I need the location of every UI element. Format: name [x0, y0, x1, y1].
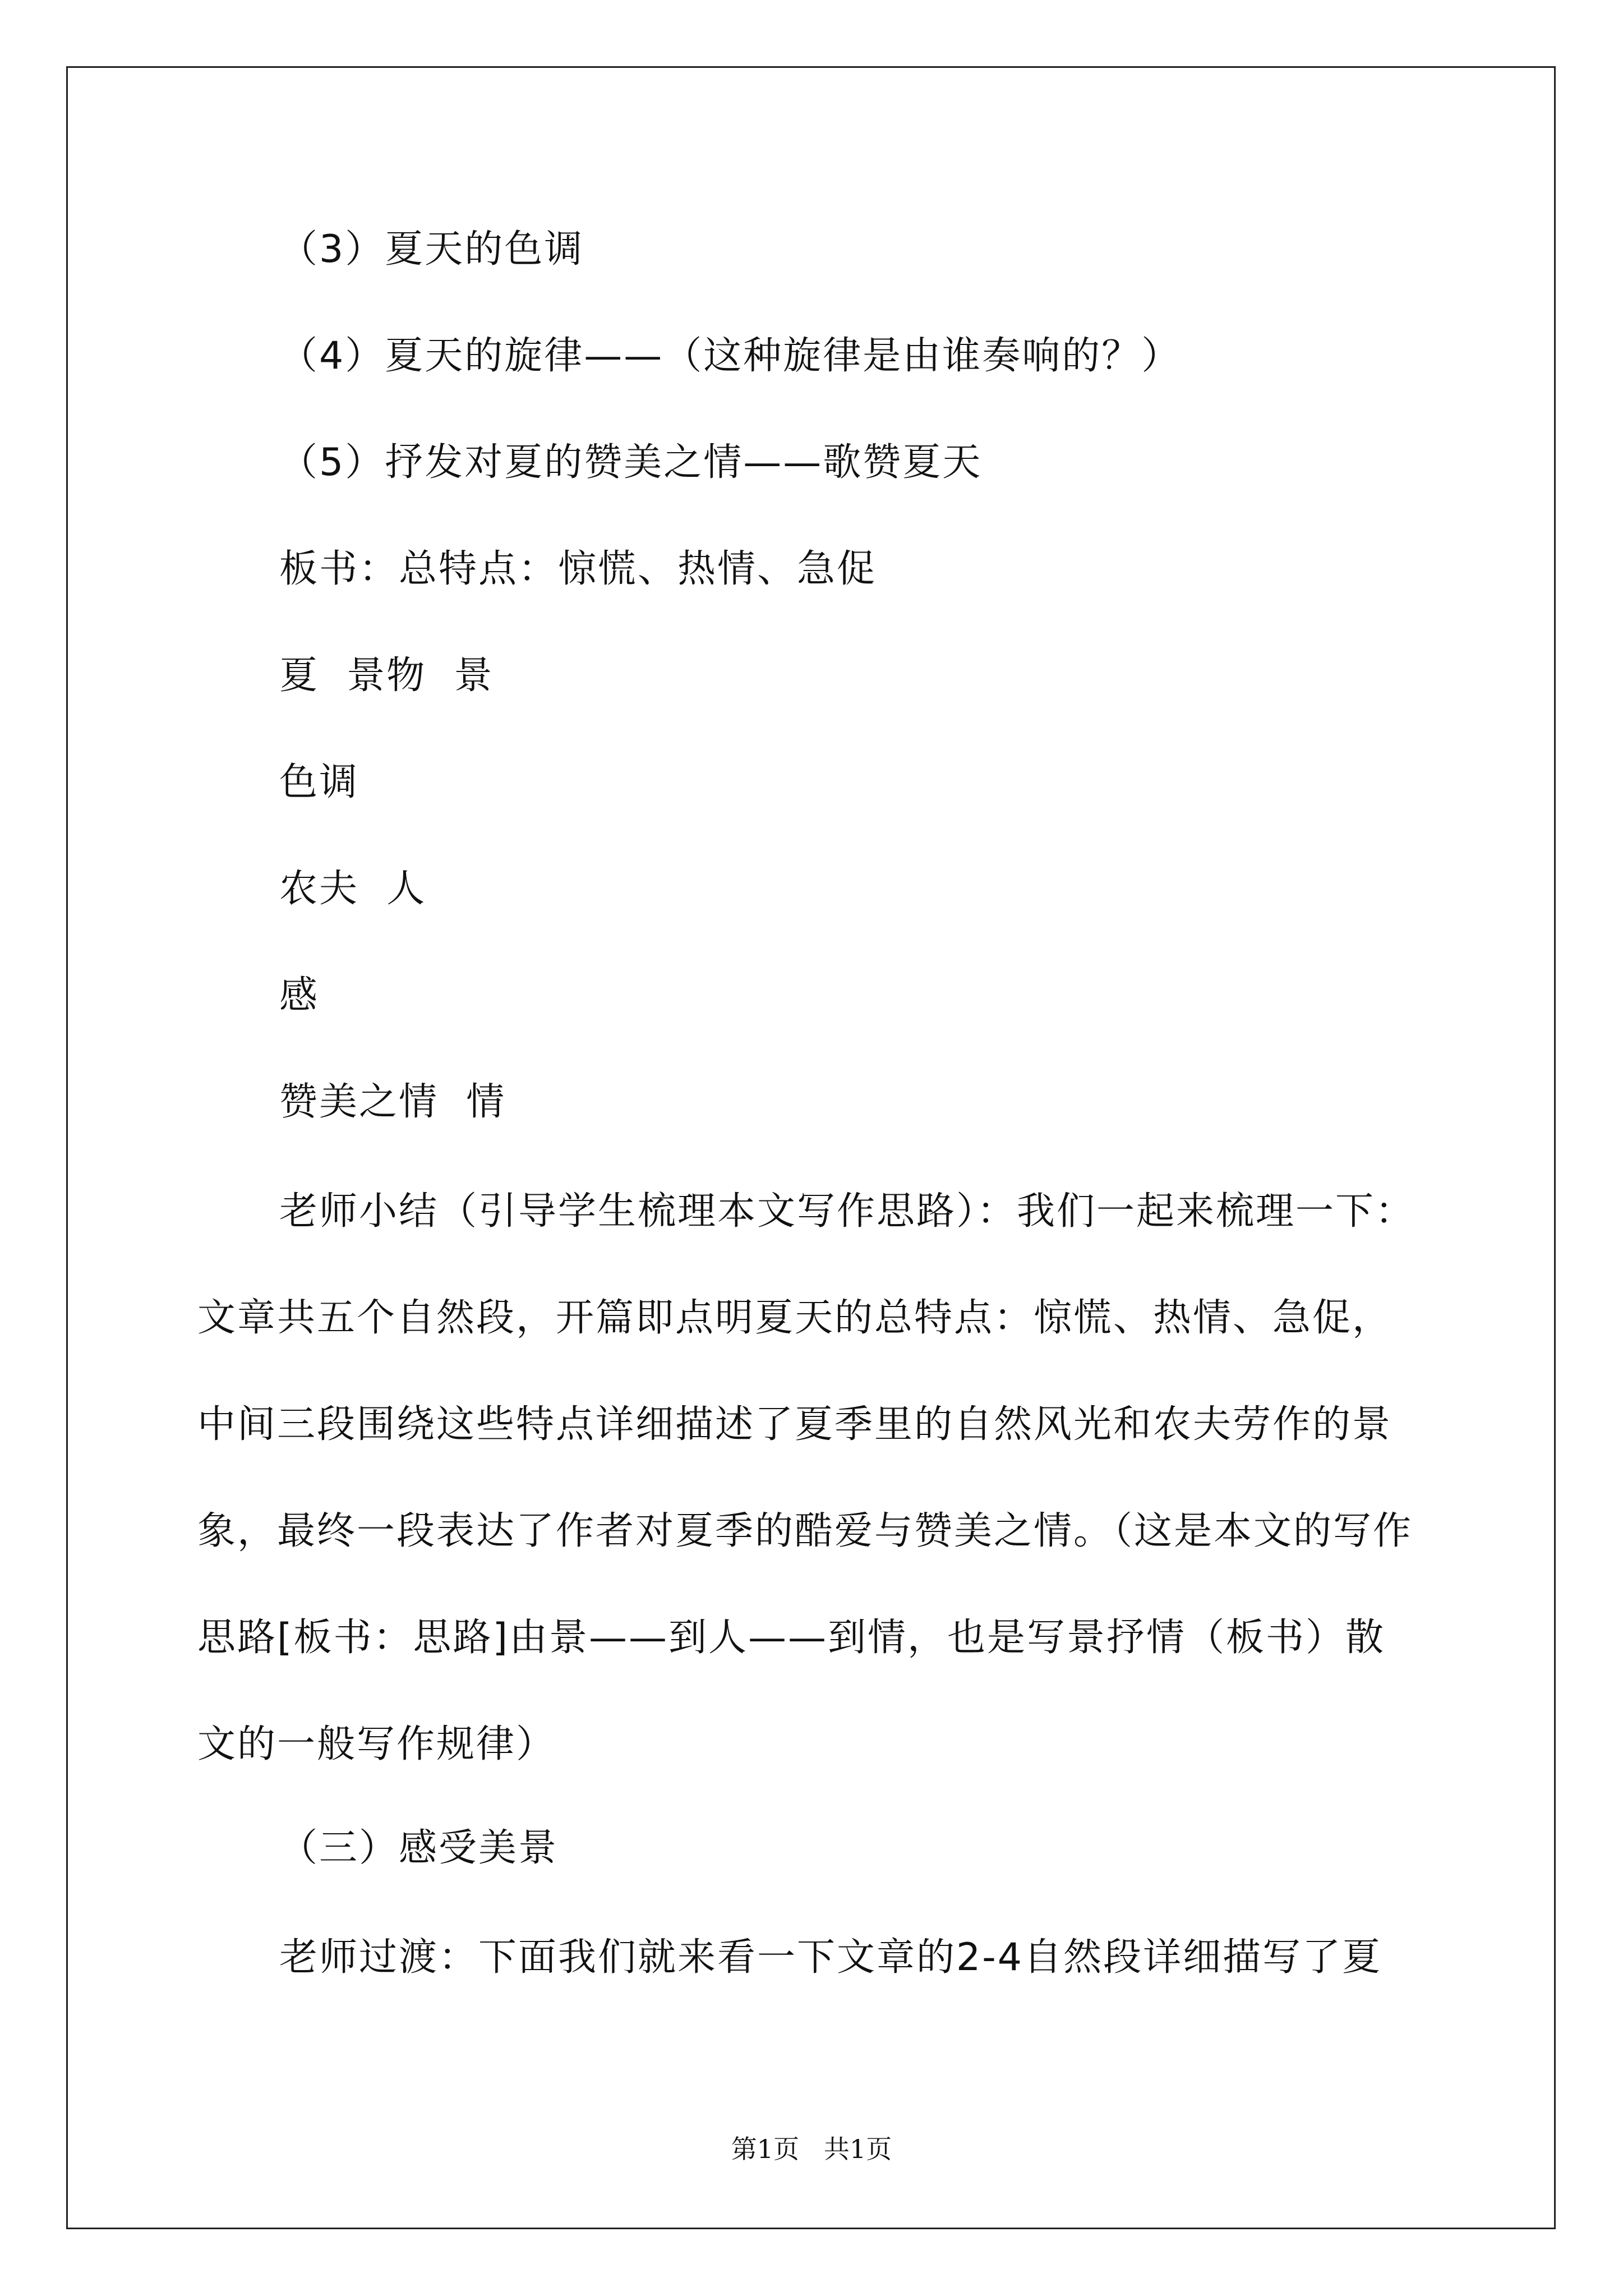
- text-line: 思路[板书：思路]由景——到人——到情，也是写景抒情（板书）散: [197, 1616, 1386, 1660]
- text-line: 老师小结（引导学生梳理本文写作思路）：我们一起来梳理一下：: [279, 1189, 1415, 1234]
- text-line: 板书：总特点：惊慌、热情、急促: [279, 547, 877, 591]
- text-line: 夏 景物 景: [279, 654, 494, 698]
- page-number-footer: 第1页 共1页: [731, 2134, 892, 2164]
- text-line: 感: [279, 973, 320, 1018]
- text-line: 赞美之情 情: [279, 1080, 506, 1124]
- page-border: [66, 66, 1556, 2229]
- text-line: （5）抒发对夏的赞美之情——歌赞夏天: [279, 440, 983, 485]
- text-line: 文的一般写作规律）: [197, 1722, 556, 1766]
- text-line: 文章共五个自然段，开篇即点明夏天的总特点：惊慌、热情、急促，: [197, 1296, 1393, 1340]
- text-line: （3）夏天的色调: [279, 227, 584, 272]
- text-line: 象，最终一段表达了作者对夏季的酷爱与赞美之情。（这是本文的写作: [197, 1509, 1413, 1553]
- text-line: 老师过渡：下面我们就来看一下文章的2-4自然段详细描写了夏: [279, 1935, 1382, 1980]
- text-line: 中间三段围绕这些特点详细描述了夏季里的自然风光和农夫劳作的景: [197, 1402, 1393, 1447]
- section-heading: （三）感受美景: [279, 1826, 559, 1870]
- text-line: 农夫 人: [279, 867, 427, 911]
- text-line: （4）夏天的旋律——（这种旋律是由谁奏响的？）: [279, 334, 1182, 378]
- text-line: 色调: [279, 760, 359, 804]
